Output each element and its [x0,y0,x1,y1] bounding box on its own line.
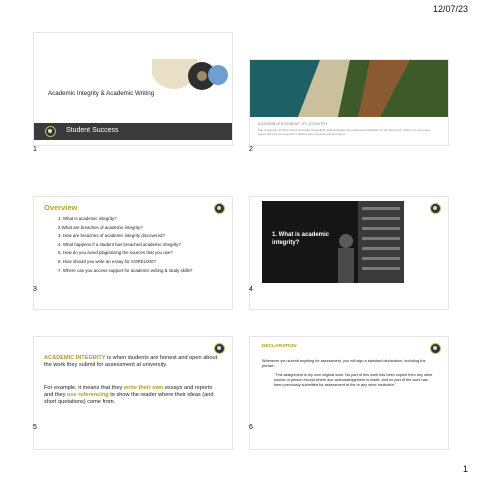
slide-4-title: 1. What is academic integrity? [272,232,330,246]
list-item: 3. How are breaches of academic integrity discovered? [58,233,165,239]
coastline-aerial-photo [250,60,448,117]
university-seal-icon [45,126,56,137]
acknowledgement-heading: ACKNOWLEDGEMENT OF COUNTRY [258,122,328,126]
slide-1 [33,32,233,146]
banner-label: Student Success [66,127,119,134]
slide-2-number: 2 [249,146,253,153]
list-item: 2.What are breaches of academic integrity? [58,224,143,230]
highlight-text: use referencing [67,392,109,398]
highlight-text: ACADEMIC INTEGRITY [44,355,106,361]
slide-4-number: 4 [249,286,253,293]
list-item: 7. Where can you access support for academic writing & study skills? [58,267,193,273]
slide-3 [33,196,233,310]
declaration-quote: "This assignment is my own original work. No part of this work has been copied from any other source or person except where due acknowledgement is made, and no part of the work has been previously submitted for assessment at the or any other institution." [274,373,433,387]
highlight-text: write their own [123,385,164,391]
university-seal-icon [214,343,225,354]
student-success-banner [34,123,232,140]
slide-1-title: Academic Integrity & Academic Writing [48,90,155,97]
acknowledgement-body: The University of Notre Dame Australia respectfully acknowledges the traditional custodians of the land upon which our campuses stand. We pay our respects to Elders past, present and emerging. [258,128,431,136]
overview-list [58,215,192,275]
university-seal-icon [430,343,441,354]
slide-5 [33,336,233,450]
academic-integrity-definition: ACADEMIC INTEGRITY is when students are honest and open about the work they submit for assessment at university. [44,355,218,368]
slide-6-number: 6 [249,424,253,431]
university-seal-icon [430,203,441,214]
slide-6 [249,336,449,450]
print-date: 12/07/23 [432,4,468,14]
cover-photo-graphic [152,59,230,97]
slide-5-number: 5 [33,424,37,431]
overview-title: Overview [44,203,78,212]
slide-4 [249,196,449,310]
page-number: 1 [462,464,468,474]
slide-3-number: 3 [33,286,37,293]
slide-2 [249,59,449,146]
list-item: 5. How do you avoid plagiarizing the sources that you use? [58,250,173,256]
slide-1-number: 1 [33,146,37,153]
list-item: 6. How should you write an essay for CORE1000? [58,258,156,264]
university-seal-icon [214,203,225,214]
declaration-title: DECLARATION [262,344,297,349]
declaration-intro: Whenever you submit anything for assessment, you will sign a standard declaration, including the phrase: [262,359,426,368]
academic-integrity-example: For example, it means that they write their own essays and reports and they use referencing to show the reader where their ideas (and short quotations) come from. [44,385,214,405]
list-item: 1. What is academic integrity? [58,216,117,221]
list-item: 4. What happens if a student has breached academic integrity? [58,241,181,247]
